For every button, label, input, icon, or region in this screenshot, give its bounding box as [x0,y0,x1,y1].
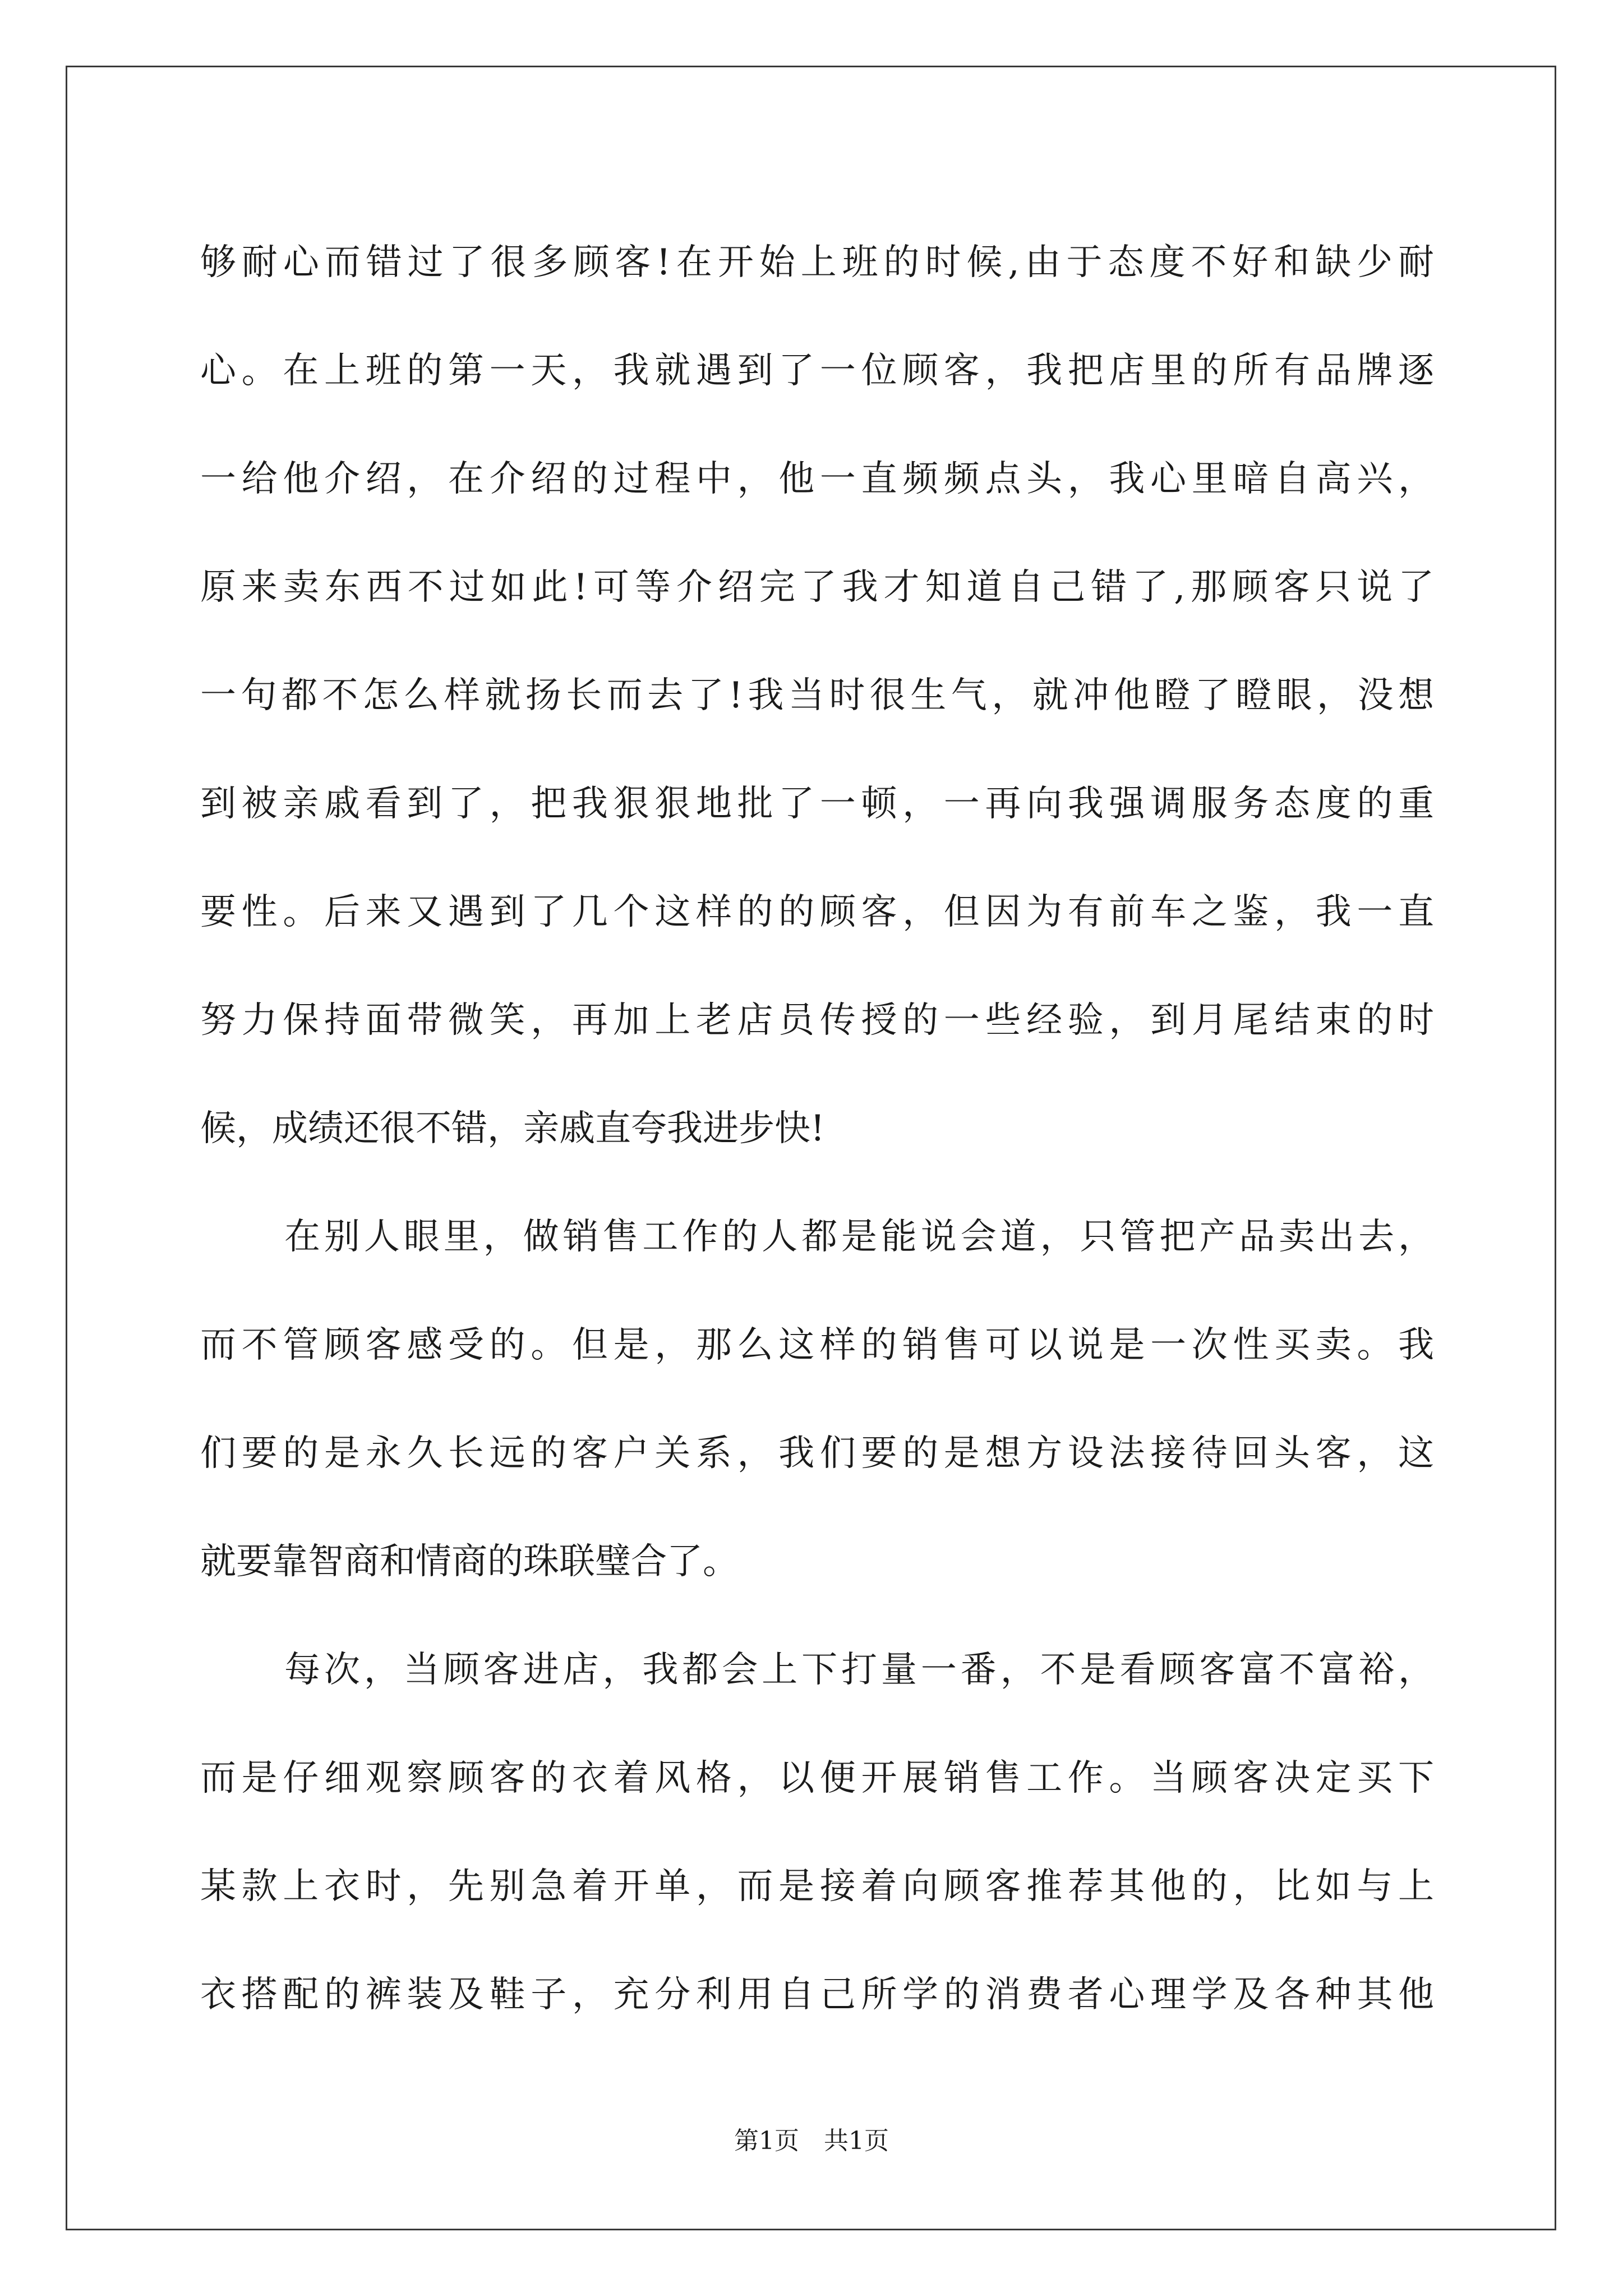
body-line: 而是仔细观察顾客的衣着风格，以便开展销售工作。当顾客决定买下 [200,1757,1434,1799]
body-line: 要性。后来又遇到了几个这样的的顾客，但因为有前车之鉴，我一直 [200,891,1434,933]
body-line: 们要的是永久长远的客户关系，我们要的是想方设法接待回头客，这 [200,1433,1434,1474]
body-line: 而不管顾客感受的。但是，那么这样的销售可以说是一次性买卖。我 [200,1324,1434,1366]
body-line: 某款上衣时，先别急着开单，而是接着向顾客推荐其他的，比如与上 [200,1866,1434,1907]
body-line: 原来卖东西不过如此!可等介绍完了我才知道自己错了,那顾客只说了 [200,567,1434,608]
body-line: 一句都不怎么样就扬长而去了!我当时很生气，就冲他瞪了瞪眼，没想 [200,675,1434,716]
body-line: 衣搭配的裤装及鞋子，充分利用自己所学的消费者心理学及各种其他 [200,1974,1434,2016]
body-line: 一给他介绍，在介绍的过程中，他一直频频点头，我心里暗自高兴， [200,458,1434,500]
body-line: 努力保持面带微笑，再加上老店员传授的一些经验，到月尾结束的时 [200,1000,1434,1041]
body-line: 每次，当顾客进店，我都会上下打量一番，不是看顾客富不富裕， [284,1649,1434,1691]
document-body [200,209,1434,2049]
body-line: 够耐心而错过了很多顾客!在开始上班的时候,由于态度不好和缺少耐 [200,242,1434,283]
body-line: 到被亲戚看到了，把我狠狠地批了一顿，一再向我强调服务态度的重 [200,783,1434,825]
body-line: 就要靠智商和情商的珠联璧合了。 [200,1541,739,1582]
body-line: 在别人眼里，做销售工作的人都是能说会道，只管把产品卖出去， [284,1216,1434,1258]
body-line: 候，成绩还很不错，亲戚直夸我进步快! [200,1108,825,1149]
body-line: 心。在上班的第一天，我就遇到了一位顾客，我把店里的所有品牌逐 [200,350,1434,392]
page-footer: 第1页 共1页 [734,2127,889,2155]
